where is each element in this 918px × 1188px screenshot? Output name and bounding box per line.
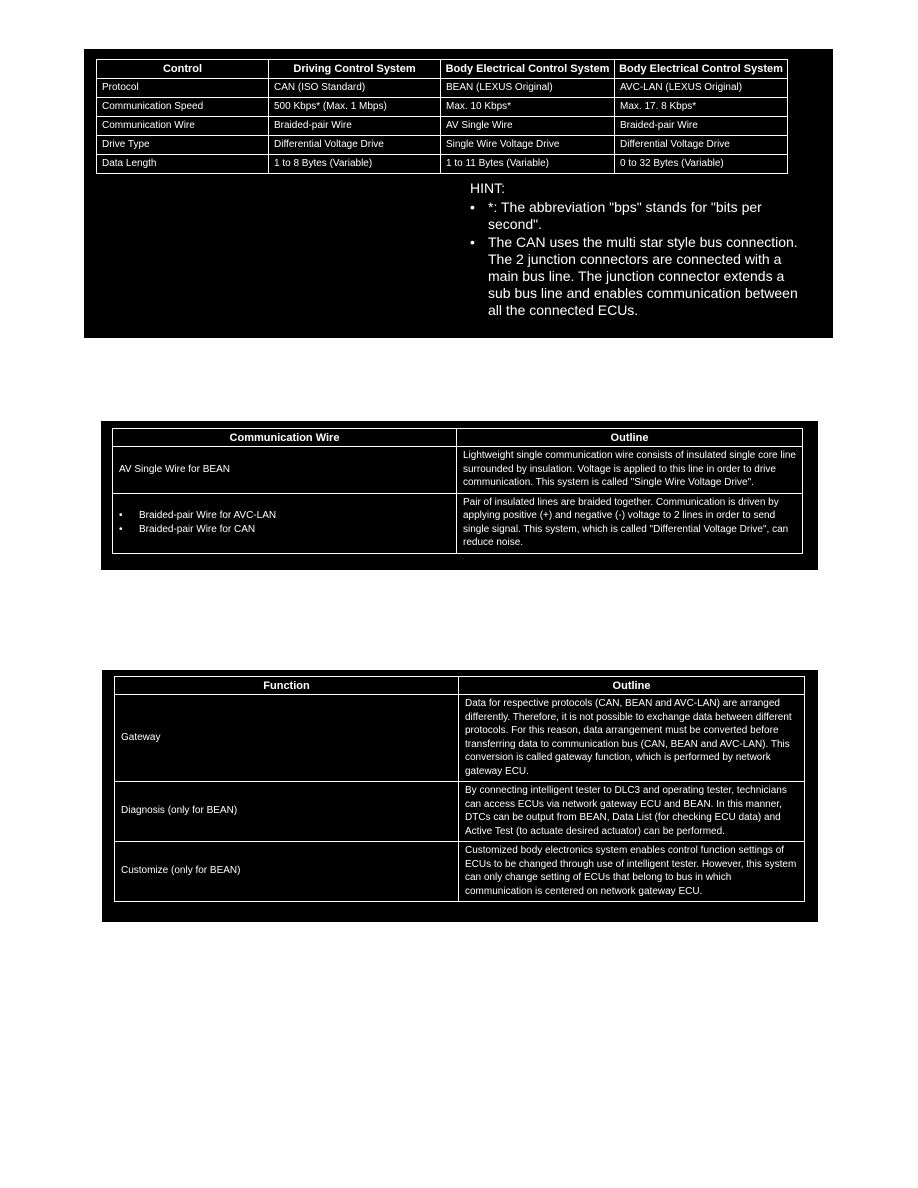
table-row bbox=[97, 155, 788, 174]
hint-item bbox=[470, 234, 800, 319]
column-header: Outline bbox=[457, 429, 803, 447]
table-cell: 500 Kbps* (Max. 1 Mbps) bbox=[269, 98, 441, 117]
column-header: Driving Control System bbox=[269, 60, 441, 79]
hint-item bbox=[470, 199, 800, 233]
table-header-row bbox=[115, 677, 805, 695]
function-outline: Customized body electronics system enables control function settings of ECUs to be changed through use of intelligent tester. However, this system can only change setting of ECUs that belong to bus in which communication is centered on network gateway ECU. bbox=[459, 842, 805, 902]
function-panel bbox=[102, 670, 818, 922]
table-cell: 0 to 32 Bytes (Variable) bbox=[615, 155, 788, 174]
communication-wire-table bbox=[112, 428, 803, 554]
table-cell: Braided-pair Wire bbox=[615, 117, 788, 136]
table-row bbox=[113, 447, 803, 494]
table-row bbox=[97, 117, 788, 136]
column-header: Control bbox=[97, 60, 269, 79]
hint-list bbox=[470, 199, 800, 319]
function-outline: Data for respective protocols (CAN, BEAN and AVC-LAN) are arranged differently. Therefore, it is not possible to exchange data between different protocols. For this reason, data arrangement must be converted before transferring data to communication bus (CAN, BEAN and AVC-LAN). This conversion is called gateway function, which is performed by network gateway ECU. bbox=[459, 695, 805, 782]
protocol-comparison-table bbox=[96, 59, 788, 174]
bullet-icon: • bbox=[119, 523, 123, 535]
list-item-text: Braided-pair Wire for AVC-LAN bbox=[139, 510, 277, 521]
table-cell: Single Wire Voltage Drive bbox=[441, 136, 615, 155]
list-item-text: Braided-pair Wire for CAN bbox=[139, 523, 256, 535]
bullet-icon: • bbox=[470, 234, 475, 250]
hint-block bbox=[470, 180, 800, 320]
hint-item-text: *: The abbreviation "bps" stands for "bits per second". bbox=[488, 199, 762, 232]
table-cell: Differential Voltage Drive bbox=[615, 136, 788, 155]
wire-label-list bbox=[119, 509, 450, 536]
function-label: Gateway bbox=[115, 695, 459, 782]
table-cell: 1 to 8 Bytes (Variable) bbox=[269, 155, 441, 174]
function-label: Customize (only for BEAN) bbox=[115, 842, 459, 902]
table-cell: AV Single Wire bbox=[441, 117, 615, 136]
table-cell: CAN (ISO Standard) bbox=[269, 79, 441, 98]
table-row bbox=[97, 79, 788, 98]
table-cell: Communication Speed bbox=[97, 98, 269, 117]
hint-item-text: The CAN uses the multi star style bus connection. The 2 junction connectors are connected with a main bus line. The junction connector extends a sub bus line and enables communication between all the connected ECUs. bbox=[488, 234, 798, 318]
table-row bbox=[115, 842, 805, 902]
table-row bbox=[97, 136, 788, 155]
communication-wire-panel bbox=[101, 421, 818, 570]
table-cell: Communication Wire bbox=[97, 117, 269, 136]
column-header: Body Electrical Control System bbox=[441, 60, 615, 79]
wire-label: AV Single Wire for BEAN bbox=[113, 447, 457, 494]
wire-label-list-cell bbox=[113, 493, 457, 553]
column-header: Communication Wire bbox=[113, 429, 457, 447]
table-cell: 1 to 11 Bytes (Variable) bbox=[441, 155, 615, 174]
table-header-row bbox=[113, 429, 803, 447]
wire-outline: Lightweight single communication wire consists of insulated single core line surrounded by insulation. Voltage is applied to this line in order to drive communication. This system is called "Single Wire Voltage Drive". bbox=[457, 447, 803, 494]
table-cell: Protocol bbox=[97, 79, 269, 98]
table-cell: Max. 10 Kbps* bbox=[441, 98, 615, 117]
table-row bbox=[97, 98, 788, 117]
protocol-comparison-panel bbox=[84, 49, 833, 338]
table-row bbox=[115, 782, 805, 842]
table-cell: Braided-pair Wire bbox=[269, 117, 441, 136]
hint-title: HINT: bbox=[470, 180, 505, 196]
bullet-icon: • bbox=[119, 510, 123, 521]
function-outline: By connecting intelligent tester to DLC3 and operating tester, technicians can access ECUs via network gateway ECU and BEAN. In this manner, DTCs can be output from BEAN, Data List (for checking ECU data) and Active Test (to actuate desired actuator) can be performed. bbox=[459, 782, 805, 842]
table-cell: Differential Voltage Drive bbox=[269, 136, 441, 155]
function-table bbox=[114, 676, 805, 902]
table-cell: Drive Type bbox=[97, 136, 269, 155]
list-item bbox=[119, 523, 450, 537]
table-cell: Max. 17. 8 Kbps* bbox=[615, 98, 788, 117]
column-header: Function bbox=[115, 677, 459, 695]
table-cell: Data Length bbox=[97, 155, 269, 174]
column-header: Outline bbox=[459, 677, 805, 695]
table-cell: AVC-LAN (LEXUS Original) bbox=[615, 79, 788, 98]
wire-outline: Pair of insulated lines are braided together. Communication is driven by applying positive (+) and negative (-) voltage to 2 lines in order to send single signal. This system, which is called "Differential Voltage Drive", can reduce noise. bbox=[457, 493, 803, 553]
table-cell: BEAN (LEXUS Original) bbox=[441, 79, 615, 98]
table-row bbox=[115, 695, 805, 782]
table-row bbox=[113, 493, 803, 553]
table-header-row bbox=[97, 60, 788, 79]
function-label: Diagnosis (only for BEAN) bbox=[115, 782, 459, 842]
column-header: Body Electrical Control System bbox=[615, 60, 788, 79]
bullet-icon: • bbox=[470, 199, 475, 215]
list-item bbox=[119, 509, 450, 523]
